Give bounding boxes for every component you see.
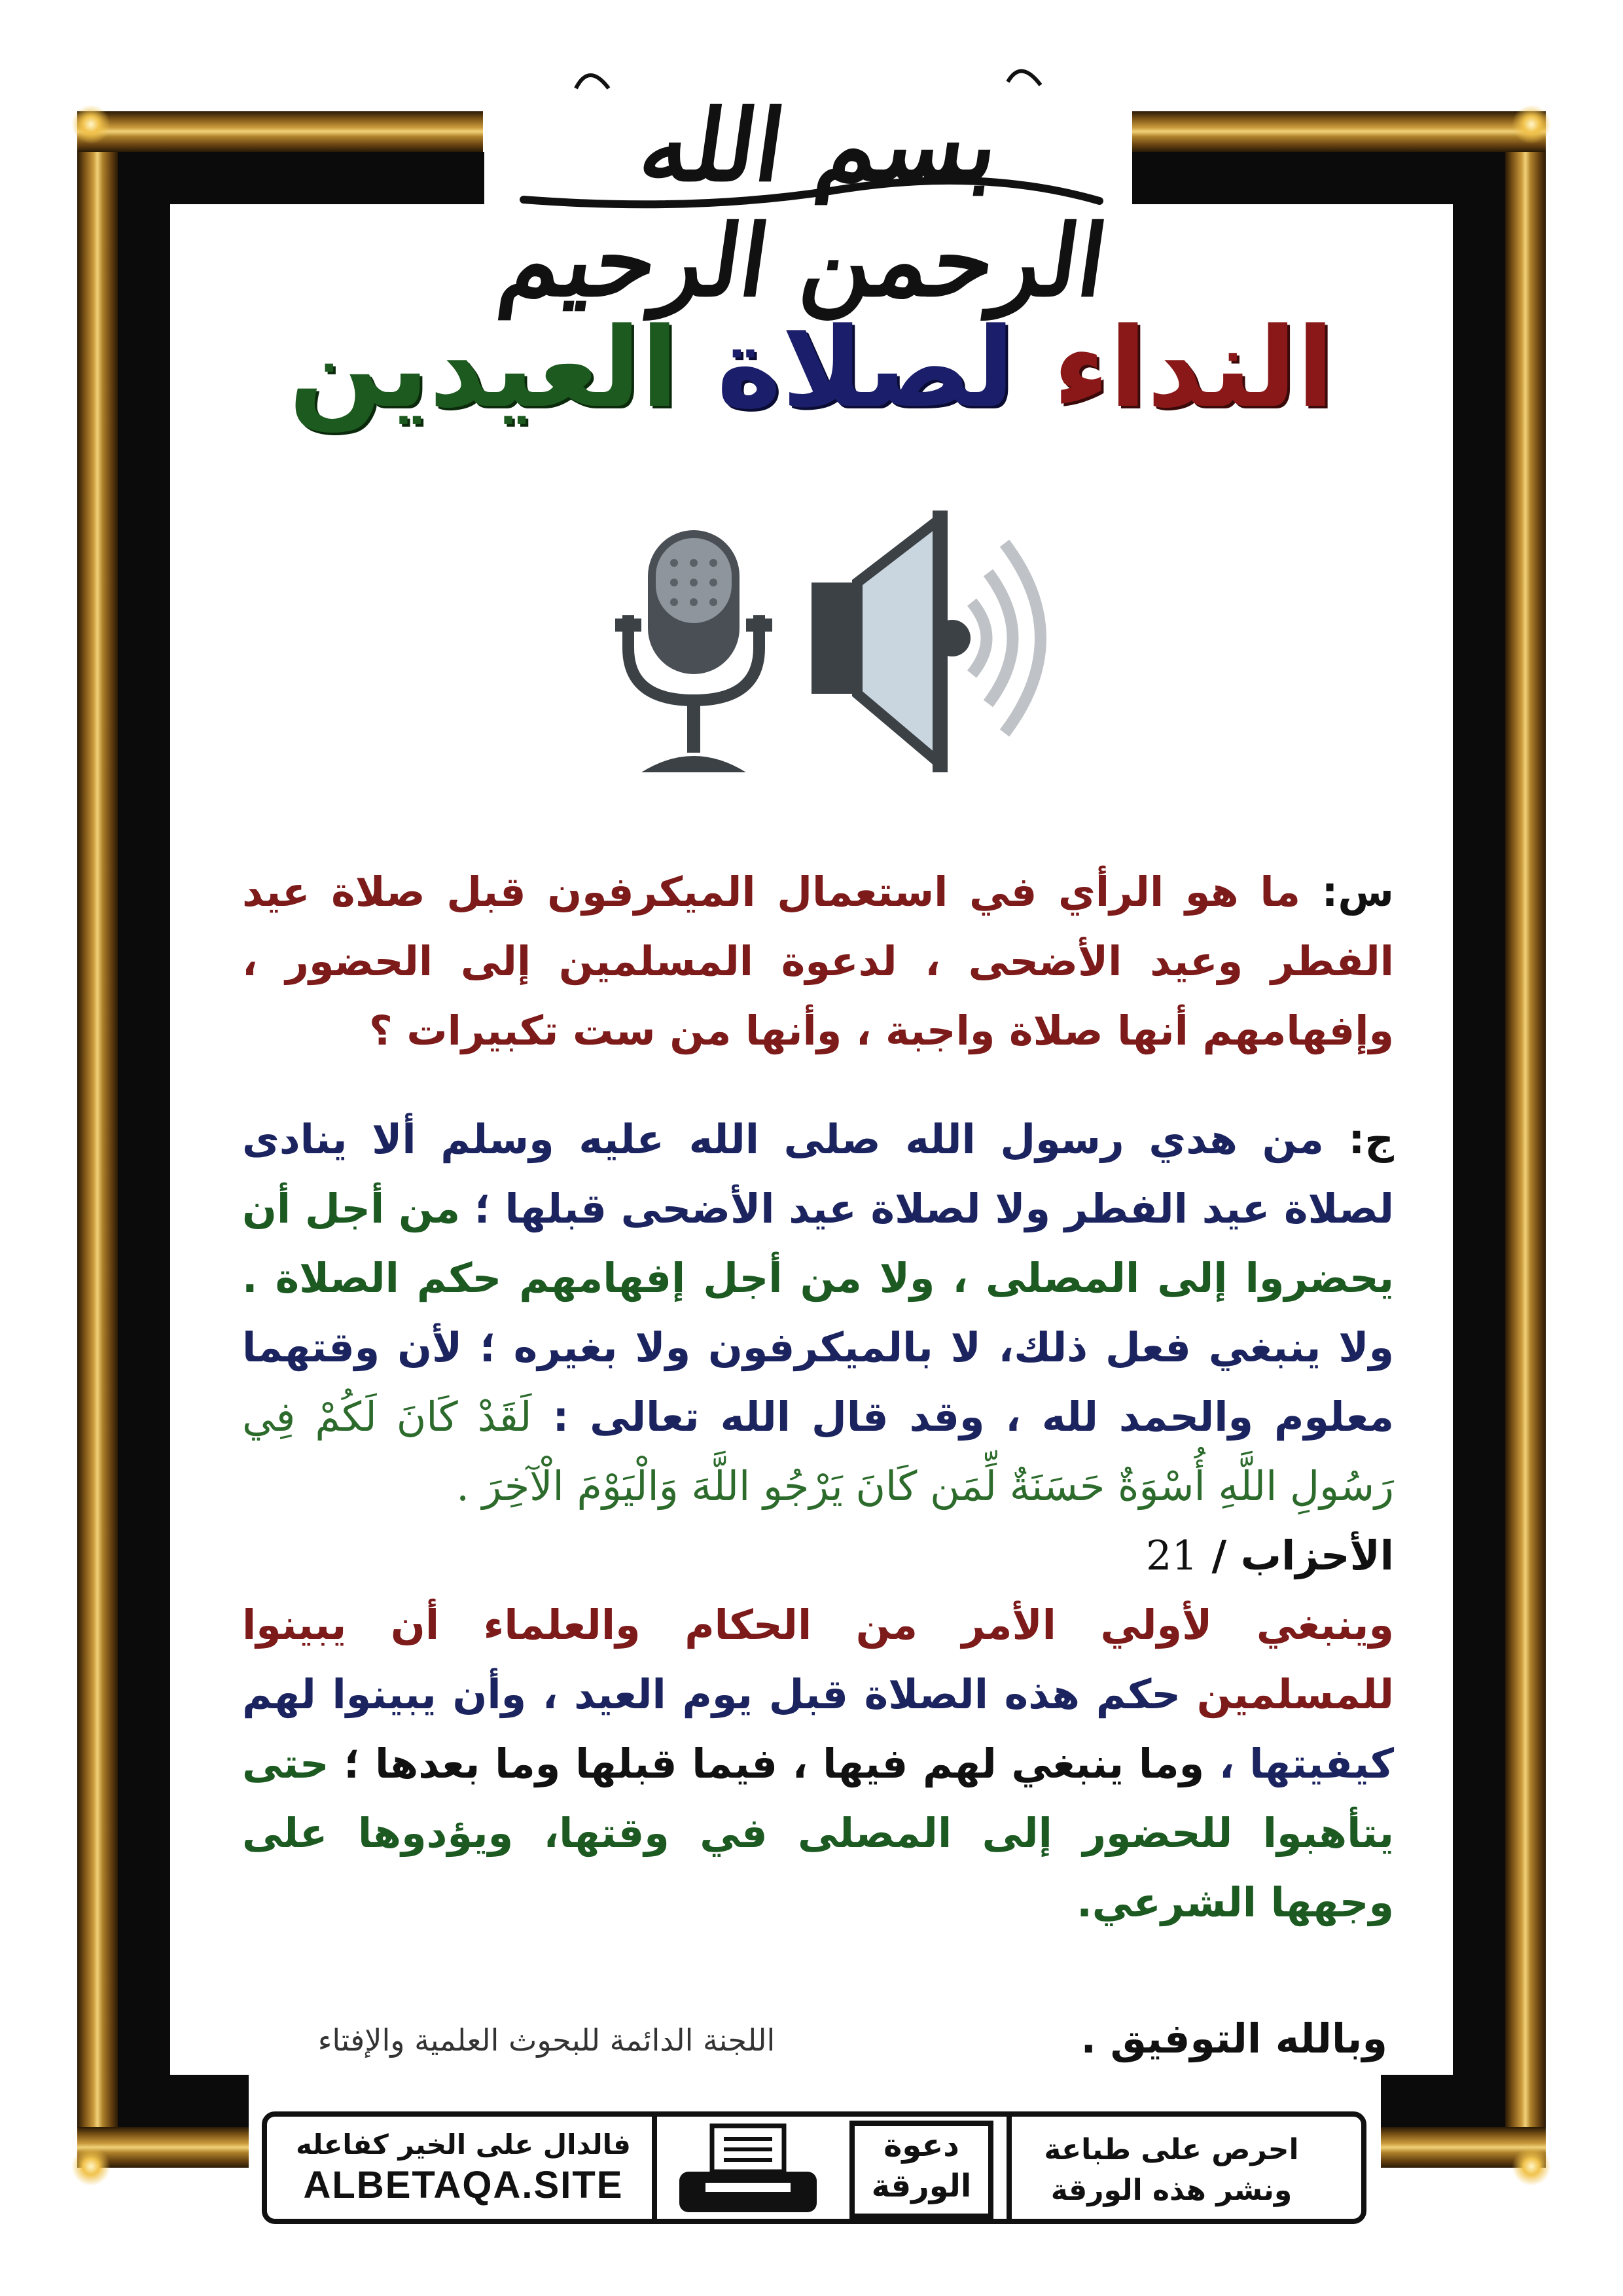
title-word-3: العيدين [289,304,679,432]
answer-part-5: حكم هذه الصلاة قبل يوم العيد ، وأن يبينوا لهم كيفيتها ، [242,1670,1395,1787]
answer-paragraph [242,1105,1394,1937]
fatwa-content [242,857,1394,1937]
sparkle-icon [68,2144,114,2189]
frame-bottom-right-black [1381,2075,1505,2127]
footer-slogan: فالدال على الخير كفاعله [296,2128,631,2161]
verse-number: 21 [1146,1532,1198,1579]
frame-top-left-black [118,152,484,204]
title-word-1: النداء [1052,304,1334,432]
website-link[interactable]: ALBETAQA.SITE [303,2164,624,2206]
surah-reference: الأحزاب / [1211,1532,1394,1579]
footer-left [280,2128,647,2207]
question-text: ما هو الرأي في استعمال الميكرفون قبل صلاة عيد الفطر وعيد الأضحى ، لدعوة المسلمين إلى الحضور ، وإفهامهم أنها صلاة واجبة ، وأنها من ست تكبيرات ؟ [242,868,1394,1054]
logo [849,2121,993,2219]
logo-line-2: الورقة [871,2168,972,2204]
footer-right [1001,2130,1342,2211]
footer-right-line-2: ونشر هذه الورقة [1050,2174,1293,2207]
footer-divider [652,2111,657,2224]
icons-group [615,511,1099,772]
printer-icon [666,2121,830,2219]
speaker-icon [812,511,1099,772]
frame-left-black [118,118,170,2075]
answer-label: ج: [1348,1115,1394,1163]
frame-top-left-gold [77,111,483,152]
sparkle-icon [1508,2144,1554,2189]
answer-part-2: من أجل أن يحضروا إلى المصلى ، ولا من أجل إفهامهم حكم الصلاة . [242,1185,1394,1302]
basmala-text: بسم الله الرحمن الرحيم [493,88,1114,319]
footer-box [262,2111,1366,2224]
sparkle-icon [68,101,114,147]
answer-part-1: من هدي رسول الله صلى الله عليه وسلم ألا ينادى لصلاة عيد الفطر ولا لصلاة عيد الأضحى قبلها ؛ [242,1115,1394,1232]
frame-top-right-gold [1132,111,1546,152]
answer-part-4: وينبغي لأولي الأمر من الحكام والعلماء أن يبينوا للمسلمين [242,1601,1394,1718]
question-paragraph [242,857,1394,1066]
page-title [196,304,1427,432]
footer-right-line-1: احرص على طباعة [1044,2133,1299,2166]
frame-bottom-left-black [118,2075,249,2127]
frame-top-right-black [1132,152,1505,204]
sparkle-icon [1508,101,1554,147]
answer-part-6: وما ينبغي لهم فيها ، فيما قبلها وما بعدها ؛ [344,1740,1205,1787]
frame-right-black [1453,118,1505,2075]
question-label: س: [1321,868,1394,916]
frame-left-gold [77,111,118,2127]
quran-verse: لَقَدْ كَانَ لَكُمْ فِي رَسُولِ اللَّهِ أُسْوَةٌ حَسَنَةٌ لِّمَن كَانَ يَرْجُو اللَّهَ وَالْيَوْمَ الْآخِرَ . [242,1393,1394,1510]
title-word-2: لصلاة [717,304,1015,432]
source-committee: اللجنة الدائمة للبحوث العلمية والإفتاء [317,2022,776,2058]
closing-phrase: وبالله التوفيق . [1080,2015,1387,2062]
answer-part-3: ولا ينبغي فعل ذلك، لا بالميكرفون ولا بغيره ؛ لأن وقتهما معلوم والحمد لله ، وقد قال الله تعالى : [242,1323,1394,1441]
basmala-calligraphy [493,49,1126,319]
microphone-icon [615,530,772,779]
frame-right-gold [1505,111,1546,2127]
logo-line-1: دعوة [883,2127,959,2164]
answer-part-7: حتى يتأهبوا للحضور إلى المصلى في وقتها، ويؤدوها على وجهها الشرعي. [242,1740,1394,1926]
